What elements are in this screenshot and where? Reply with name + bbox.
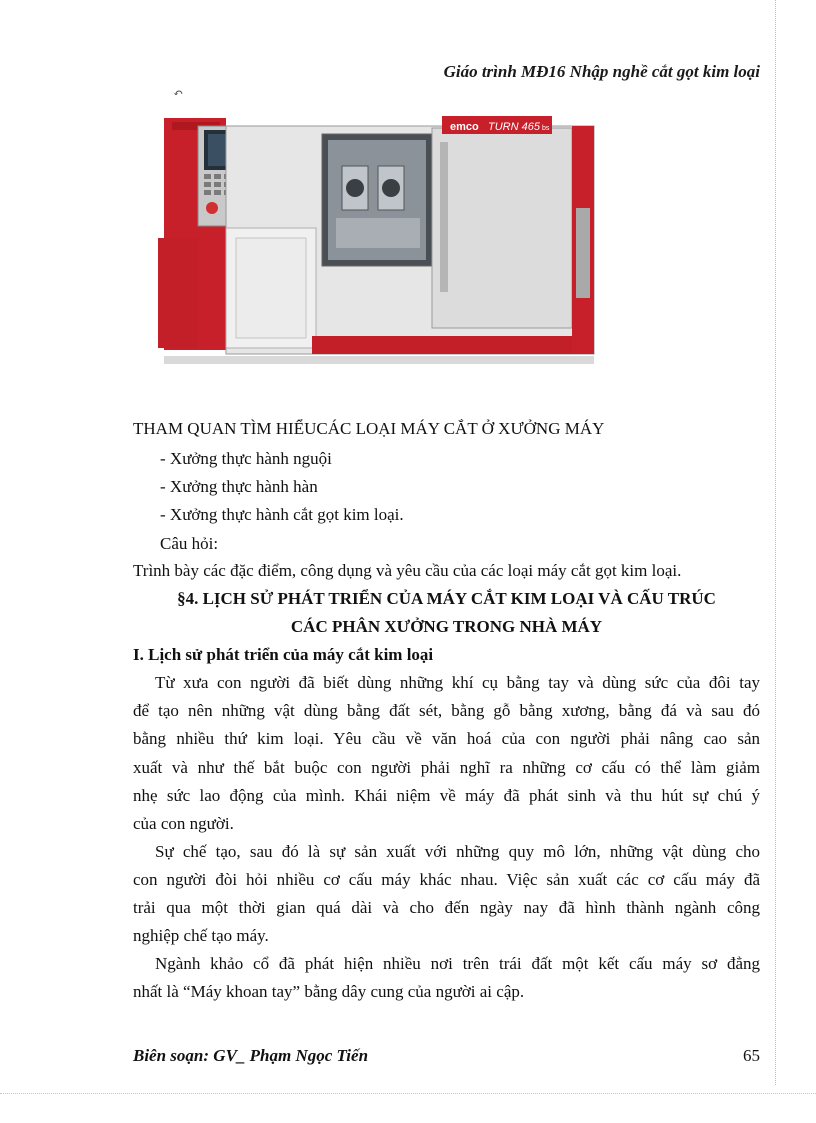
visit-item-3: - Xưởng thực hành cắt gọt kim loại. xyxy=(160,505,404,524)
footer-author: Biên soạn: GV_ Phạm Ngọc Tiến xyxy=(133,1046,369,1065)
page-border-horizontal xyxy=(0,1093,816,1094)
paragraph-line: Ngành khảo cổ đã phát hiện nhiều nơi trên trái đất một kết cấu máy sơ đẳng xyxy=(155,954,760,973)
chapter-title-line-1: §4. LỊCH SỬ PHÁT TRIỂN CỦA MÁY CẮT KIM LOẠI VÀ CẤU TRÚC xyxy=(177,589,716,608)
page-border-vertical xyxy=(775,0,776,1085)
subsection-heading: I. Lịch sử phát triển của máy cắt kim loại xyxy=(133,645,434,664)
paragraph-line: nhất là “Máy khoan tay” bằng dây cung của người ai cập. xyxy=(133,982,525,1001)
visit-heading: THAM QUAN TÌM HIỂUCÁC LOẠI MÁY CẮT Ở XƯỞNG MÁY xyxy=(133,419,605,438)
model-label: TURN 465 xyxy=(488,121,540,133)
model-suffix: bs xyxy=(542,125,550,132)
cnc-lathe-image xyxy=(152,108,602,370)
question-text: Trình bày các đặc điểm, công dụng và yêu cầu của các loại máy cắt gọt kim loại. xyxy=(133,561,682,580)
paragraph-line: trải qua một thời gian quá dài và cho đến ngày nay đã hình thành ngành công xyxy=(133,898,760,917)
cursor-mark-icon: ↶ xyxy=(173,86,184,100)
paragraph-line: Sự chế tạo, sau đó là sự sản xuất với những quy mô lớn, những vật dùng cho xyxy=(155,842,760,861)
paragraph-line: Từ xưa con người đã biết dùng những khí cụ bằng tay và dùng sức của đôi tay xyxy=(155,673,760,692)
visit-item-1: - Xưởng thực hành nguội xyxy=(160,449,332,468)
page-header: Giáo trình MĐ16 Nhập nghề cắt gọt kim loại xyxy=(443,62,760,81)
visit-item-2: - Xưởng thực hành hàn xyxy=(160,477,318,496)
page-number: 65 xyxy=(743,1046,760,1065)
paragraph-line: con người đòi hỏi nhiều cơ cấu máy khác nhau. Việc sản xuất các cơ cấu máy đã xyxy=(133,870,760,889)
paragraph-line: xuất và như thế bắt buộc con người phải nghĩ ra những cơ cấu có thể làm giảm xyxy=(133,758,760,777)
question-label: Câu hỏi: xyxy=(160,534,219,553)
chapter-title-line-2: CÁC PHÂN XƯỞNG TRONG NHÀ MÁY xyxy=(290,617,603,636)
paragraph-line: để tạo nên những vật dùng bằng đất sét, bằng gỗ bằng xương, bằng đá và sau đó xyxy=(133,701,760,720)
paragraph-line: bằng nhiều thứ kim loại. Yêu cầu về văn hoá của con người phải nâng cao sản xyxy=(133,729,760,748)
paragraph-line: nhẹ sức lao động của mình. Khái niệm về máy đã phát sinh và thu hút sự chú ý xyxy=(133,786,760,805)
paragraph-line: nghiệp chế tạo máy. xyxy=(133,926,269,945)
sliding-door xyxy=(432,128,572,328)
brand-logo: emco xyxy=(450,121,479,133)
paragraph-line: của con người. xyxy=(133,814,234,833)
